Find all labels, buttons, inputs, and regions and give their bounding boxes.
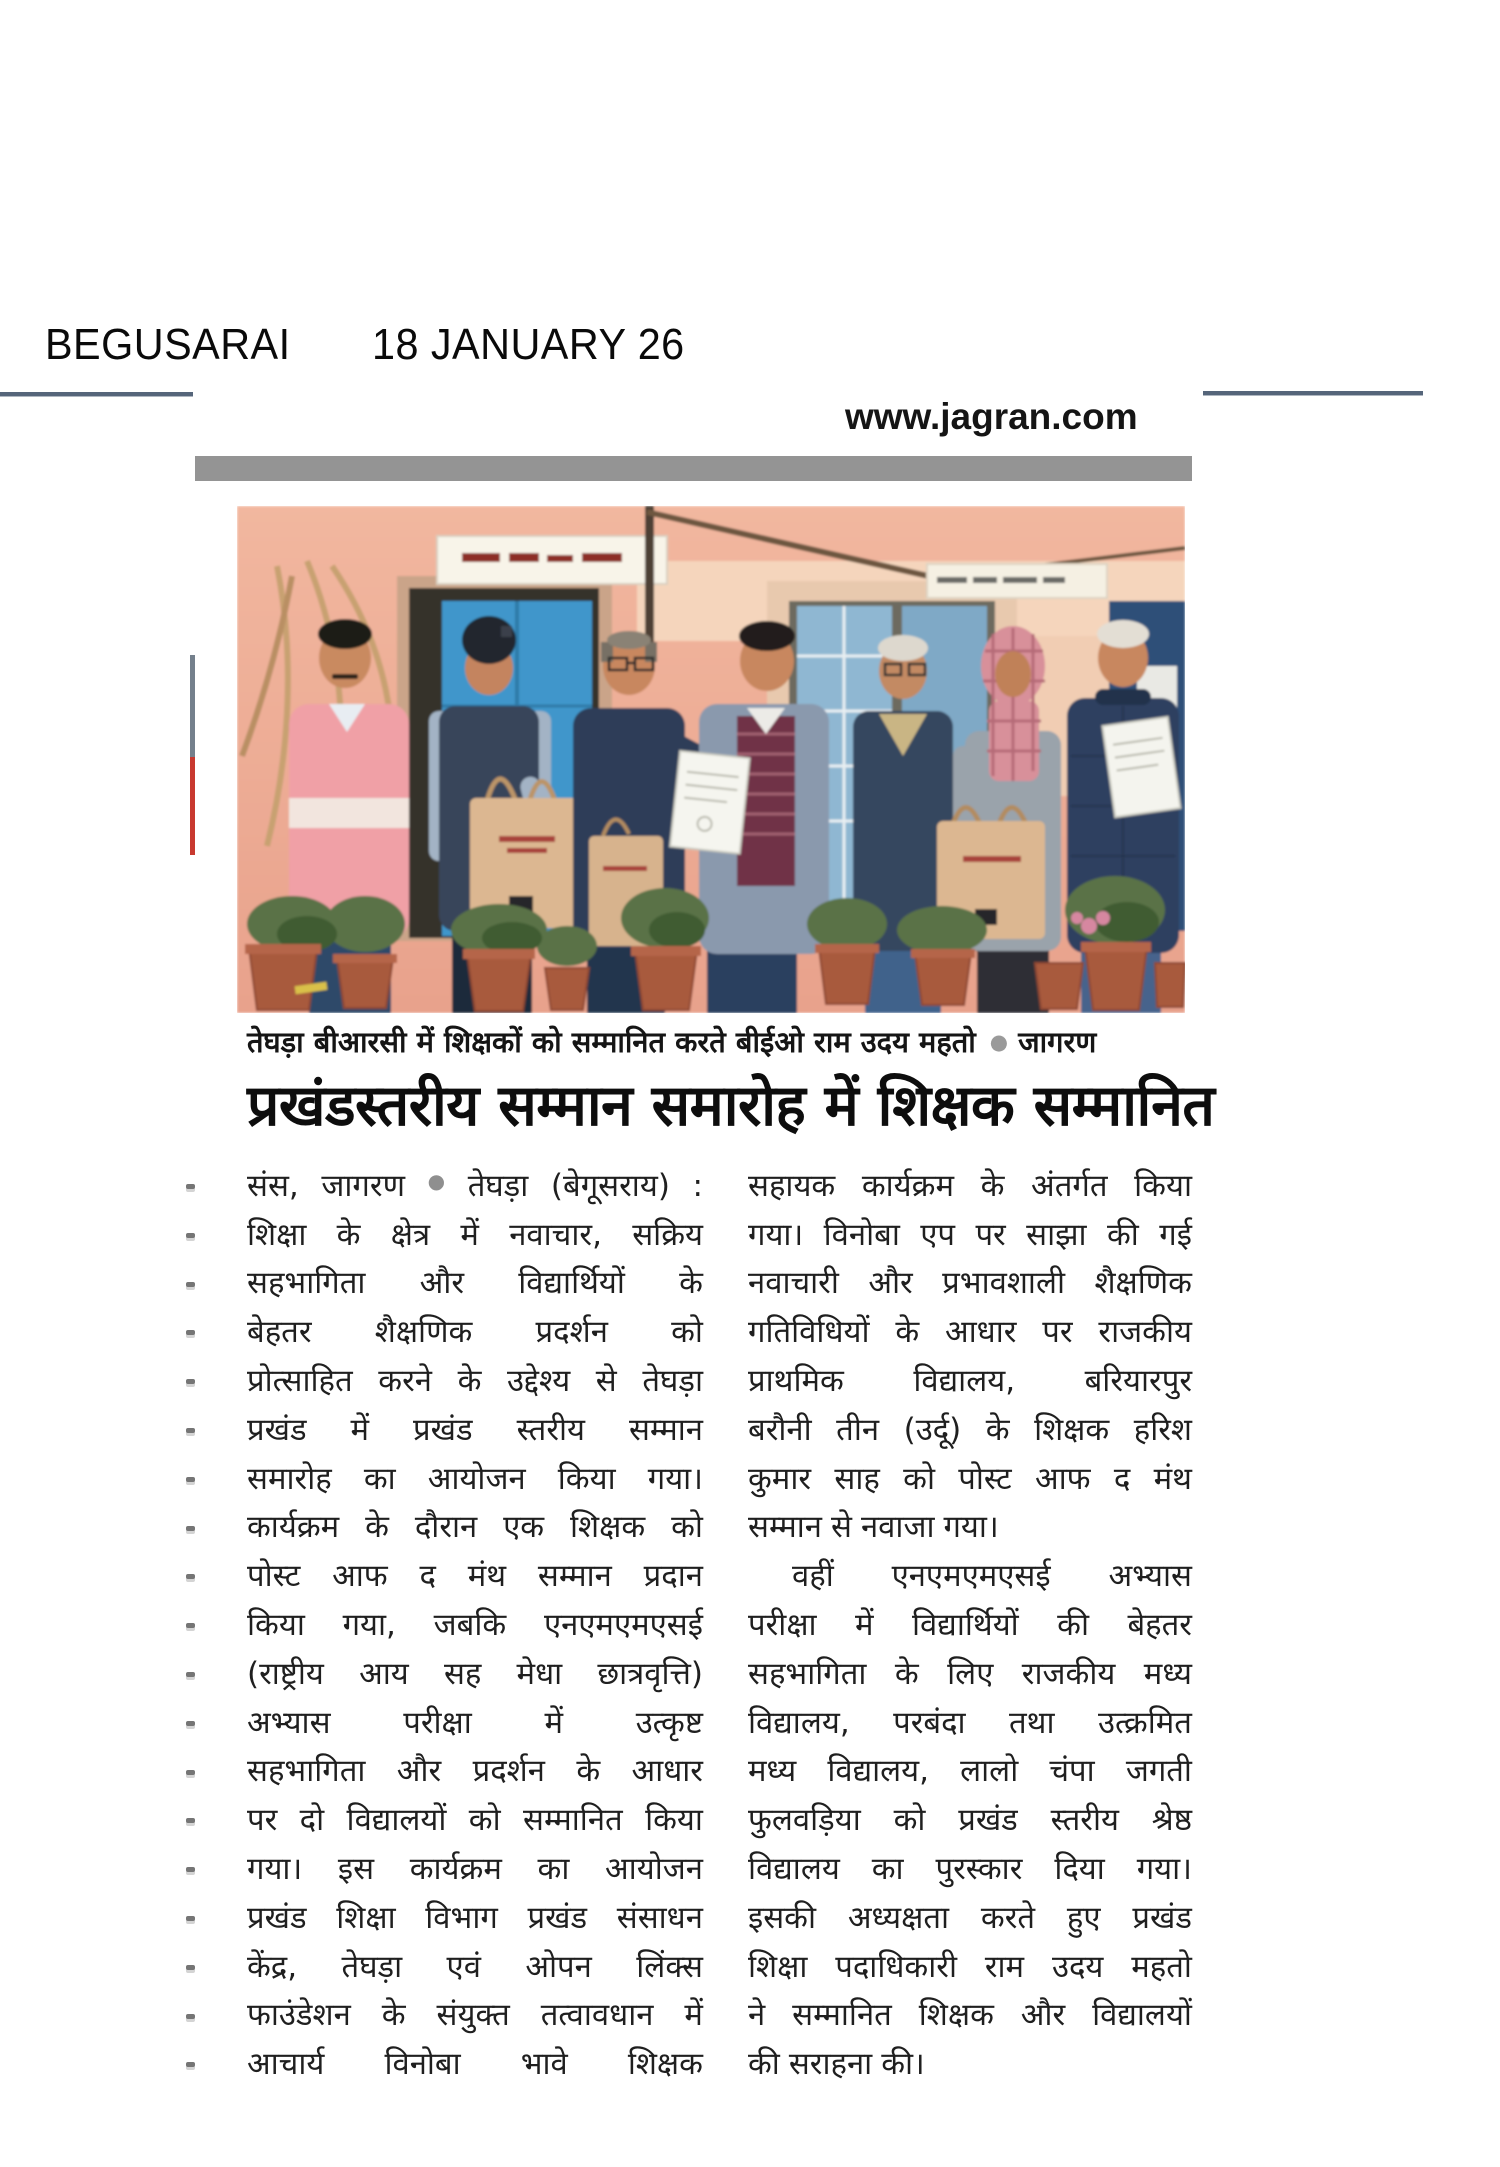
margin-tick bbox=[186, 1916, 195, 1921]
text-line: विद्यालय का पुरस्कार दिया गया। bbox=[748, 1850, 1192, 1887]
text-line: फाउंडेशन के संयुक्त तत्वावधान में bbox=[247, 1997, 703, 2034]
text-line: प्राथमिक विद्यालय, बरियारपुर bbox=[748, 1362, 1192, 1399]
margin-tick bbox=[186, 1574, 195, 1579]
text-line: नवाचारी और प्रभावशाली शैक्षणिक bbox=[748, 1265, 1192, 1302]
text-line: सहभागिता और प्रदर्शन के आधार bbox=[247, 1753, 703, 1790]
masthead-city: BEGUSARAI bbox=[45, 320, 291, 369]
margin-tick bbox=[186, 1428, 195, 1433]
text-line: समारोह का आयोजन किया गया। bbox=[247, 1460, 703, 1497]
text-line: गया। इस कार्यक्रम का आयोजन bbox=[247, 1850, 703, 1887]
text-line: गतिविधियों के आधार पर राजकीय bbox=[748, 1314, 1192, 1351]
text-line: सहायक कार्यक्रम के अंतर्गत किया bbox=[748, 1167, 1192, 1204]
text-line: शिक्षा पदाधिकारी राम उदय महतो bbox=[748, 1948, 1192, 1985]
text-line: कुमार साह को पोस्ट आफ द मंथ bbox=[748, 1460, 1192, 1497]
photo-caption-text: तेघड़ा बीआरसी में शिक्षकों को सम्मानित करते बीईओ राम उदय महतो bbox=[247, 1025, 976, 1059]
edge-mark-gray bbox=[190, 655, 195, 757]
margin-tick bbox=[186, 1672, 195, 1677]
margin-tick bbox=[186, 1282, 195, 1287]
text-line: पोस्ट आफ द मंथ सम्मान प्रदान bbox=[247, 1558, 703, 1595]
text-line: सहभागिता के लिए राजकीय मध्य bbox=[748, 1655, 1192, 1692]
certificate-right bbox=[1102, 717, 1180, 817]
text-line: कार्यक्रम के दौरान एक शिक्षक को bbox=[247, 1509, 703, 1546]
caption-bullet-icon: ● bbox=[989, 1030, 1009, 1054]
margin-tick bbox=[186, 1965, 195, 1970]
text-line: बरौनी तीन (उर्दू) के शिक्षक हरिश bbox=[748, 1411, 1192, 1448]
margin-tick bbox=[186, 1526, 195, 1531]
text-line: वहीं एनएमएमएसई अभ्यास bbox=[792, 1558, 1192, 1595]
margin-ticks bbox=[186, 1160, 198, 2090]
margin-tick bbox=[186, 1770, 195, 1775]
text-line: फुलवड़िया को प्रखंड स्तरीय श्रेष्ठ bbox=[748, 1802, 1192, 1839]
sign-left bbox=[437, 536, 667, 584]
margin-tick bbox=[186, 1721, 195, 1726]
text-line: की सराहना की। bbox=[748, 2046, 925, 2083]
edge-mark-red bbox=[190, 757, 195, 855]
text-line: परीक्षा में विद्यार्थियों की बेहतर bbox=[748, 1606, 1192, 1643]
text-line: प्रखंड में प्रखंड स्तरीय सम्मान bbox=[247, 1411, 703, 1448]
text-line: संस, जागरण ● तेघड़ा (बेगूसराय) : bbox=[247, 1167, 703, 1204]
margin-tick bbox=[186, 1379, 195, 1384]
certificate-center bbox=[670, 751, 750, 854]
text-line: सहभागिता और विद्यार्थियों के bbox=[247, 1265, 703, 1302]
text-line: ने सम्मानित शिक्षक और विद्यालयों bbox=[748, 1997, 1192, 2034]
news-photo bbox=[237, 506, 1185, 1013]
margin-tick bbox=[186, 1233, 195, 1238]
masthead-date: 18 JANUARY 26 bbox=[372, 320, 685, 369]
text-line: आचार्य विनोबा भावे शिक्षक bbox=[247, 2046, 703, 2083]
margin-tick bbox=[186, 1330, 195, 1335]
text-line: सम्मान से नवाजा गया। bbox=[748, 1509, 999, 1546]
margin-tick bbox=[186, 1477, 195, 1482]
text-line: प्रोत्साहित करने के उद्देश्य से तेघड़ा bbox=[247, 1362, 703, 1399]
text-line: मध्य विद्यालय, लालो चंपा जगती bbox=[748, 1753, 1192, 1790]
text-line: केंद्र, तेघड़ा एवं ओपन लिंक्स bbox=[247, 1948, 703, 1985]
margin-tick bbox=[186, 2014, 195, 2019]
article-column-left bbox=[247, 1160, 703, 2087]
text-line: बेहतर शैक्षणिक प्रदर्शन को bbox=[247, 1314, 703, 1351]
margin-tick bbox=[186, 1623, 195, 1628]
text-line: किया गया, जबकि एनएमएमएसई bbox=[247, 1606, 703, 1643]
caption-credit: जागरण bbox=[1018, 1025, 1097, 1059]
article-headline: प्रखंडस्तरीय सम्मान समारोह में शिक्षक सम्मानित bbox=[247, 1073, 1215, 1139]
margin-tick bbox=[186, 1818, 195, 1823]
text-line: गया। विनोबा एप पर साझा की गई bbox=[748, 1216, 1192, 1253]
masthead-rule-right bbox=[1203, 391, 1423, 395]
text-line: अभ्यास परीक्षा में उत्कृष्ट bbox=[247, 1704, 703, 1741]
website-url: www.jagran.com bbox=[845, 396, 1138, 437]
text-line: शिक्षा के क्षेत्र में नवाचार, सक्रिय bbox=[247, 1216, 703, 1253]
margin-tick bbox=[186, 1184, 195, 1189]
photo-caption bbox=[247, 1022, 1096, 1061]
news-photo-svg bbox=[237, 506, 1185, 1013]
masthead-rule-left bbox=[0, 392, 193, 396]
scan-gray-bar bbox=[195, 456, 1192, 481]
text-line: (राष्ट्रीय आय सह मेधा छात्रवृत्ति) bbox=[247, 1655, 703, 1692]
text-line: इसकी अध्यक्षता करते हुए प्रखंड bbox=[748, 1899, 1192, 1936]
article-column-right bbox=[748, 1160, 1192, 2087]
sign-right bbox=[927, 564, 1107, 598]
text-line: प्रखंड शिक्षा विभाग प्रखंड संसाधन bbox=[247, 1899, 703, 1936]
margin-tick bbox=[186, 2062, 195, 2067]
text-line: विद्यालय, परबंदा तथा उत्क्रमित bbox=[748, 1704, 1192, 1741]
text-line: पर दो विद्यालयों को सम्मानित किया bbox=[247, 1802, 703, 1839]
margin-tick bbox=[186, 1867, 195, 1872]
